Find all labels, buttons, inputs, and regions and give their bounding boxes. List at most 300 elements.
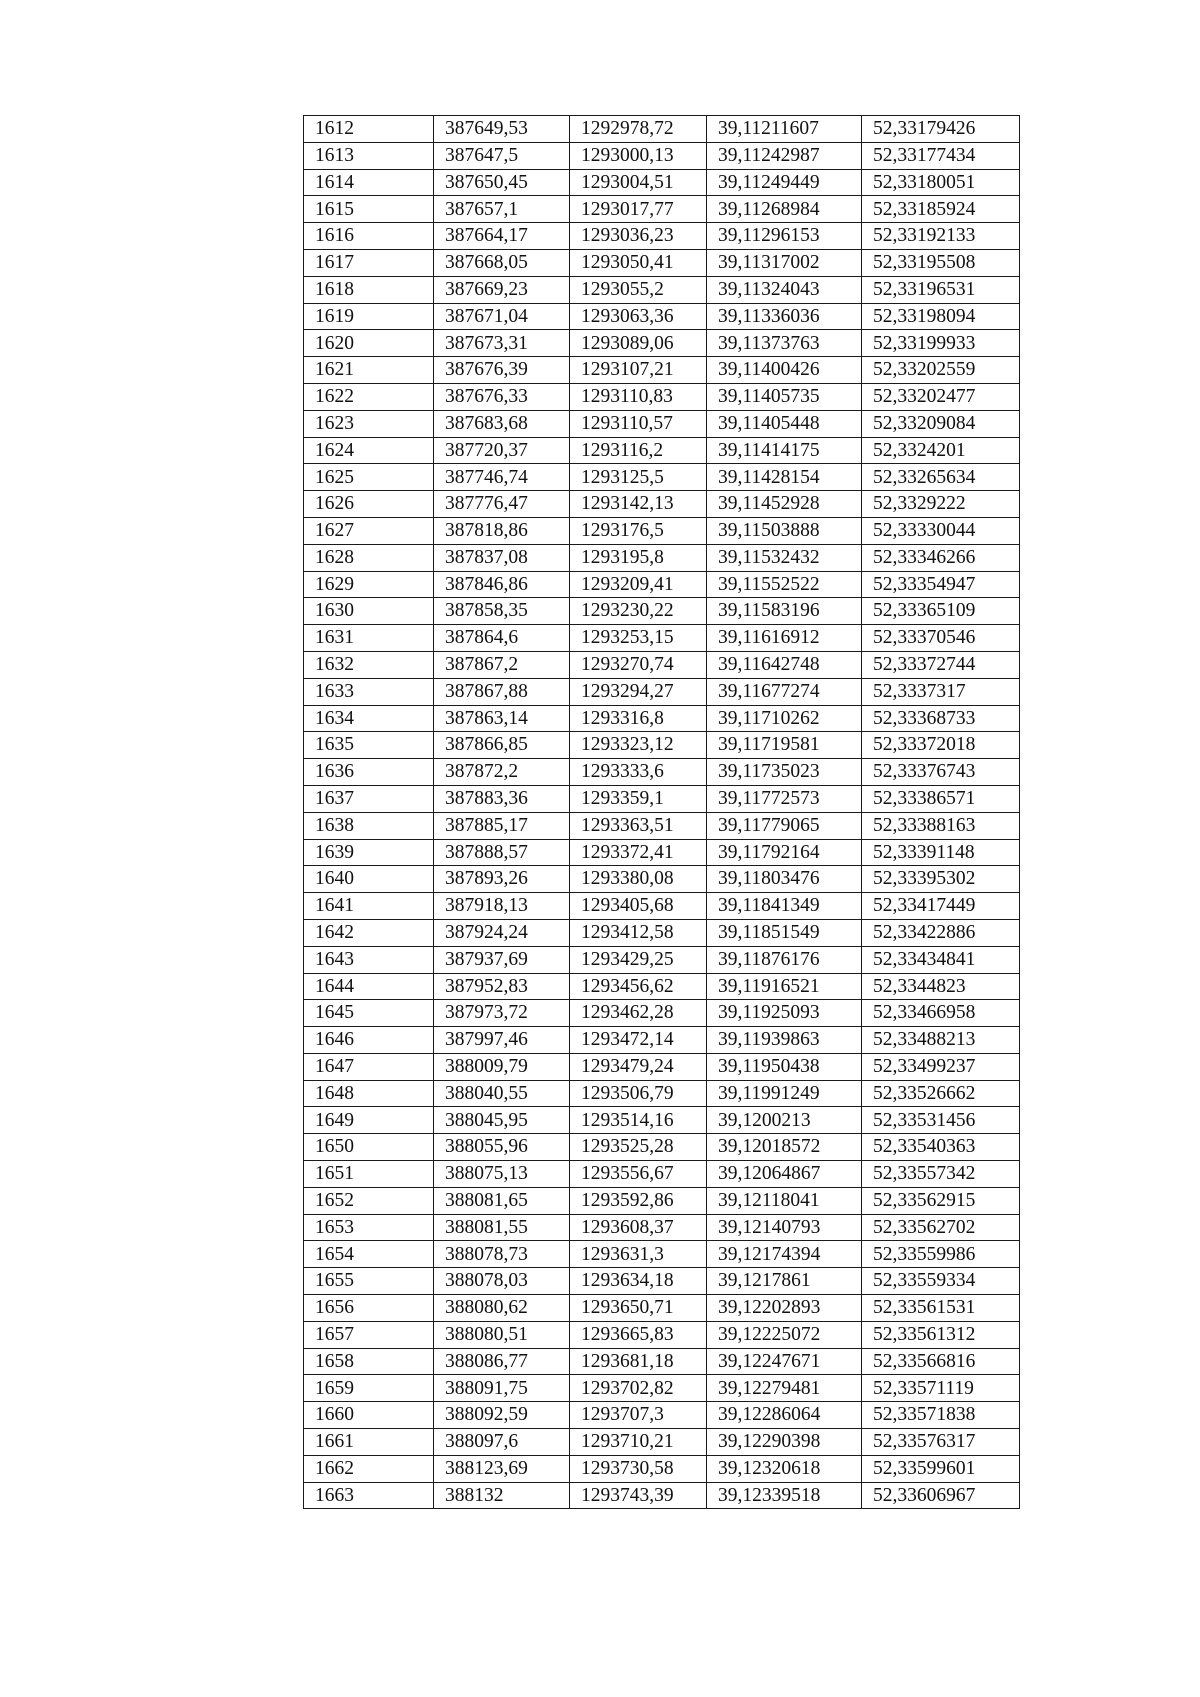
y-coordinate-cell: 1293036,23 (570, 223, 707, 250)
x-coordinate-cell: 388081,55 (434, 1214, 570, 1241)
table-row (304, 1027, 1020, 1054)
x-coordinate-cell: 387649,53 (434, 116, 570, 143)
latitude-cell: 52,33466958 (862, 1000, 1020, 1027)
longitude-cell: 39,12202893 (707, 1295, 862, 1322)
x-coordinate-cell: 388092,59 (434, 1402, 570, 1429)
table-row (304, 357, 1020, 384)
longitude-cell: 39,11400426 (707, 357, 862, 384)
y-coordinate-cell: 1293707,3 (570, 1402, 707, 1429)
latitude-cell: 52,33177434 (862, 142, 1020, 169)
point-number-cell: 1612 (304, 116, 434, 143)
x-coordinate-cell: 387867,2 (434, 651, 570, 678)
x-coordinate-cell: 387837,08 (434, 544, 570, 571)
latitude-cell: 52,33562702 (862, 1214, 1020, 1241)
longitude-cell: 39,11552522 (707, 571, 862, 598)
longitude-cell: 39,11532432 (707, 544, 862, 571)
table-row (304, 625, 1020, 652)
x-coordinate-cell: 388081,65 (434, 1187, 570, 1214)
y-coordinate-cell: 1293506,79 (570, 1080, 707, 1107)
table-row (304, 1429, 1020, 1456)
point-number-cell: 1630 (304, 598, 434, 625)
y-coordinate-cell: 1293316,8 (570, 705, 707, 732)
longitude-cell: 39,11772573 (707, 785, 862, 812)
x-coordinate-cell: 387883,36 (434, 785, 570, 812)
table-row (304, 651, 1020, 678)
y-coordinate-cell: 1293681,18 (570, 1348, 707, 1375)
longitude-cell: 39,11324043 (707, 276, 862, 303)
longitude-cell: 39,11373763 (707, 330, 862, 357)
y-coordinate-cell: 1293702,82 (570, 1375, 707, 1402)
y-coordinate-cell: 1293363,51 (570, 812, 707, 839)
table-row (304, 410, 1020, 437)
x-coordinate-cell: 387669,23 (434, 276, 570, 303)
coordinates-table (303, 115, 1020, 1509)
x-coordinate-cell: 388075,13 (434, 1161, 570, 1188)
x-coordinate-cell: 387720,37 (434, 437, 570, 464)
longitude-cell: 39,12286064 (707, 1402, 862, 1429)
table-row (304, 1455, 1020, 1482)
latitude-cell: 52,3329222 (862, 491, 1020, 518)
point-number-cell: 1663 (304, 1482, 434, 1509)
x-coordinate-cell: 387885,17 (434, 812, 570, 839)
latitude-cell: 52,33372018 (862, 732, 1020, 759)
table-row (304, 678, 1020, 705)
longitude-cell: 39,1217861 (707, 1268, 862, 1295)
longitude-cell: 39,11710262 (707, 705, 862, 732)
longitude-cell: 39,12225072 (707, 1321, 862, 1348)
longitude-cell: 39,11414175 (707, 437, 862, 464)
point-number-cell: 1637 (304, 785, 434, 812)
longitude-cell: 39,11336036 (707, 303, 862, 330)
y-coordinate-cell: 1293004,51 (570, 169, 707, 196)
y-coordinate-cell: 1293142,13 (570, 491, 707, 518)
y-coordinate-cell: 1293608,37 (570, 1214, 707, 1241)
y-coordinate-cell: 1293412,58 (570, 919, 707, 946)
point-number-cell: 1658 (304, 1348, 434, 1375)
table-row (304, 1482, 1020, 1509)
table-row (304, 1107, 1020, 1134)
y-coordinate-cell: 1293634,18 (570, 1268, 707, 1295)
table-row (304, 1214, 1020, 1241)
x-coordinate-cell: 388132 (434, 1482, 570, 1509)
latitude-cell: 52,33195508 (862, 249, 1020, 276)
table-row (304, 464, 1020, 491)
longitude-cell: 39,11428154 (707, 464, 862, 491)
latitude-cell: 52,33391148 (862, 839, 1020, 866)
y-coordinate-cell: 1293333,6 (570, 759, 707, 786)
x-coordinate-cell: 387668,05 (434, 249, 570, 276)
x-coordinate-cell: 388045,95 (434, 1107, 570, 1134)
point-number-cell: 1621 (304, 357, 434, 384)
point-number-cell: 1633 (304, 678, 434, 705)
y-coordinate-cell: 1293472,14 (570, 1027, 707, 1054)
longitude-cell: 39,11735023 (707, 759, 862, 786)
point-number-cell: 1643 (304, 946, 434, 973)
latitude-cell: 52,33346266 (862, 544, 1020, 571)
latitude-cell: 52,33265634 (862, 464, 1020, 491)
latitude-cell: 52,33192133 (862, 223, 1020, 250)
latitude-cell: 52,33395302 (862, 866, 1020, 893)
x-coordinate-cell: 387918,13 (434, 893, 570, 920)
y-coordinate-cell: 1293110,57 (570, 410, 707, 437)
table-row (304, 759, 1020, 786)
longitude-cell: 39,11916521 (707, 973, 862, 1000)
table-row (304, 116, 1020, 143)
latitude-cell: 52,33354947 (862, 571, 1020, 598)
latitude-cell: 52,33488213 (862, 1027, 1020, 1054)
latitude-cell: 52,33531456 (862, 1107, 1020, 1134)
latitude-cell: 52,33202559 (862, 357, 1020, 384)
latitude-cell: 52,33365109 (862, 598, 1020, 625)
point-number-cell: 1632 (304, 651, 434, 678)
table-row (304, 196, 1020, 223)
x-coordinate-cell: 387676,33 (434, 383, 570, 410)
y-coordinate-cell: 1293230,22 (570, 598, 707, 625)
point-number-cell: 1659 (304, 1375, 434, 1402)
point-number-cell: 1624 (304, 437, 434, 464)
latitude-cell: 52,33540363 (862, 1134, 1020, 1161)
table-row (304, 1241, 1020, 1268)
table-row (304, 1295, 1020, 1322)
latitude-cell: 52,33196531 (862, 276, 1020, 303)
y-coordinate-cell: 1293110,83 (570, 383, 707, 410)
longitude-cell: 39,12174394 (707, 1241, 862, 1268)
latitude-cell: 52,33576317 (862, 1429, 1020, 1456)
point-number-cell: 1640 (304, 866, 434, 893)
point-number-cell: 1646 (304, 1027, 434, 1054)
table-row (304, 276, 1020, 303)
latitude-cell: 52,3337317 (862, 678, 1020, 705)
table-row (304, 1268, 1020, 1295)
y-coordinate-cell: 1293710,21 (570, 1429, 707, 1456)
y-coordinate-cell: 1293050,41 (570, 249, 707, 276)
longitude-cell: 39,12140793 (707, 1214, 862, 1241)
x-coordinate-cell: 388078,73 (434, 1241, 570, 1268)
y-coordinate-cell: 1293000,13 (570, 142, 707, 169)
latitude-cell: 52,33422886 (862, 919, 1020, 946)
x-coordinate-cell: 387671,04 (434, 303, 570, 330)
table-row (304, 491, 1020, 518)
latitude-cell: 52,33209084 (862, 410, 1020, 437)
point-number-cell: 1638 (304, 812, 434, 839)
coordinates-table-body (304, 116, 1020, 1509)
x-coordinate-cell: 388080,62 (434, 1295, 570, 1322)
longitude-cell: 39,11616912 (707, 625, 862, 652)
table-row (304, 1000, 1020, 1027)
y-coordinate-cell: 1293730,58 (570, 1455, 707, 1482)
longitude-cell: 39,11779065 (707, 812, 862, 839)
longitude-cell: 39,11405735 (707, 383, 862, 410)
table-row (304, 142, 1020, 169)
x-coordinate-cell: 387818,86 (434, 517, 570, 544)
longitude-cell: 39,11317002 (707, 249, 862, 276)
latitude-cell: 52,3344823 (862, 973, 1020, 1000)
longitude-cell: 39,11452928 (707, 491, 862, 518)
y-coordinate-cell: 1293017,77 (570, 196, 707, 223)
table-row (304, 383, 1020, 410)
y-coordinate-cell: 1293107,21 (570, 357, 707, 384)
longitude-cell: 39,11876176 (707, 946, 862, 973)
point-number-cell: 1634 (304, 705, 434, 732)
x-coordinate-cell: 387664,17 (434, 223, 570, 250)
y-coordinate-cell: 1293743,39 (570, 1482, 707, 1509)
latitude-cell: 52,33417449 (862, 893, 1020, 920)
table-row (304, 1348, 1020, 1375)
latitude-cell: 52,33180051 (862, 169, 1020, 196)
latitude-cell: 52,33198094 (862, 303, 1020, 330)
point-number-cell: 1648 (304, 1080, 434, 1107)
y-coordinate-cell: 1293125,5 (570, 464, 707, 491)
latitude-cell: 52,33370546 (862, 625, 1020, 652)
y-coordinate-cell: 1293372,41 (570, 839, 707, 866)
x-coordinate-cell: 387650,45 (434, 169, 570, 196)
x-coordinate-cell: 387647,5 (434, 142, 570, 169)
x-coordinate-cell: 387973,72 (434, 1000, 570, 1027)
y-coordinate-cell: 1293176,5 (570, 517, 707, 544)
latitude-cell: 52,33561531 (862, 1295, 1020, 1322)
table-row (304, 1161, 1020, 1188)
y-coordinate-cell: 1293055,2 (570, 276, 707, 303)
y-coordinate-cell: 1293209,41 (570, 571, 707, 598)
point-number-cell: 1661 (304, 1429, 434, 1456)
latitude-cell: 52,33606967 (862, 1482, 1020, 1509)
latitude-cell: 52,33557342 (862, 1161, 1020, 1188)
point-number-cell: 1615 (304, 196, 434, 223)
y-coordinate-cell: 1293631,3 (570, 1241, 707, 1268)
point-number-cell: 1628 (304, 544, 434, 571)
point-number-cell: 1620 (304, 330, 434, 357)
y-coordinate-cell: 1293429,25 (570, 946, 707, 973)
x-coordinate-cell: 387937,69 (434, 946, 570, 973)
longitude-cell: 39,11851549 (707, 919, 862, 946)
longitude-cell: 39,12247671 (707, 1348, 862, 1375)
longitude-cell: 39,1200213 (707, 1107, 862, 1134)
latitude-cell: 52,33202477 (862, 383, 1020, 410)
x-coordinate-cell: 387867,88 (434, 678, 570, 705)
point-number-cell: 1635 (304, 732, 434, 759)
latitude-cell: 52,33561312 (862, 1321, 1020, 1348)
table-row (304, 839, 1020, 866)
point-number-cell: 1626 (304, 491, 434, 518)
table-row (304, 919, 1020, 946)
y-coordinate-cell: 1292978,72 (570, 116, 707, 143)
longitude-cell: 39,11642748 (707, 651, 862, 678)
table-row (304, 169, 1020, 196)
y-coordinate-cell: 1293359,1 (570, 785, 707, 812)
table-row (304, 330, 1020, 357)
x-coordinate-cell: 388097,6 (434, 1429, 570, 1456)
point-number-cell: 1614 (304, 169, 434, 196)
point-number-cell: 1642 (304, 919, 434, 946)
table-row (304, 785, 1020, 812)
point-number-cell: 1636 (304, 759, 434, 786)
y-coordinate-cell: 1293294,27 (570, 678, 707, 705)
x-coordinate-cell: 388078,03 (434, 1268, 570, 1295)
table-row (304, 571, 1020, 598)
x-coordinate-cell: 387863,14 (434, 705, 570, 732)
table-row (304, 893, 1020, 920)
longitude-cell: 39,11925093 (707, 1000, 862, 1027)
longitude-cell: 39,11583196 (707, 598, 862, 625)
table-row (304, 1321, 1020, 1348)
table-row (304, 732, 1020, 759)
longitude-cell: 39,11242987 (707, 142, 862, 169)
latitude-cell: 52,33179426 (862, 116, 1020, 143)
longitude-cell: 39,12339518 (707, 1482, 862, 1509)
x-coordinate-cell: 388055,96 (434, 1134, 570, 1161)
point-number-cell: 1618 (304, 276, 434, 303)
y-coordinate-cell: 1293592,86 (570, 1187, 707, 1214)
point-number-cell: 1627 (304, 517, 434, 544)
point-number-cell: 1631 (304, 625, 434, 652)
longitude-cell: 39,11249449 (707, 169, 862, 196)
x-coordinate-cell: 388040,55 (434, 1080, 570, 1107)
point-number-cell: 1616 (304, 223, 434, 250)
x-coordinate-cell: 387888,57 (434, 839, 570, 866)
point-number-cell: 1649 (304, 1107, 434, 1134)
table-row (304, 1053, 1020, 1080)
longitude-cell: 39,11719581 (707, 732, 862, 759)
x-coordinate-cell: 387746,74 (434, 464, 570, 491)
latitude-cell: 52,33386571 (862, 785, 1020, 812)
table-row (304, 249, 1020, 276)
point-number-cell: 1613 (304, 142, 434, 169)
y-coordinate-cell: 1293063,36 (570, 303, 707, 330)
point-number-cell: 1660 (304, 1402, 434, 1429)
table-row (304, 973, 1020, 1000)
longitude-cell: 39,11503888 (707, 517, 862, 544)
longitude-cell: 39,11991249 (707, 1080, 862, 1107)
y-coordinate-cell: 1293405,68 (570, 893, 707, 920)
longitude-cell: 39,11296153 (707, 223, 862, 250)
latitude-cell: 52,33499237 (862, 1053, 1020, 1080)
latitude-cell: 52,33526662 (862, 1080, 1020, 1107)
point-number-cell: 1647 (304, 1053, 434, 1080)
y-coordinate-cell: 1293456,62 (570, 973, 707, 1000)
x-coordinate-cell: 387846,86 (434, 571, 570, 598)
point-number-cell: 1662 (304, 1455, 434, 1482)
y-coordinate-cell: 1293525,28 (570, 1134, 707, 1161)
y-coordinate-cell: 1293253,15 (570, 625, 707, 652)
x-coordinate-cell: 388080,51 (434, 1321, 570, 1348)
longitude-cell: 39,11268984 (707, 196, 862, 223)
table-row (304, 812, 1020, 839)
latitude-cell: 52,33388163 (862, 812, 1020, 839)
longitude-cell: 39,12118041 (707, 1187, 862, 1214)
y-coordinate-cell: 1293116,2 (570, 437, 707, 464)
longitude-cell: 39,11677274 (707, 678, 862, 705)
y-coordinate-cell: 1293479,24 (570, 1053, 707, 1080)
longitude-cell: 39,11211607 (707, 116, 862, 143)
latitude-cell: 52,33559334 (862, 1268, 1020, 1295)
point-number-cell: 1657 (304, 1321, 434, 1348)
latitude-cell: 52,33330044 (862, 517, 1020, 544)
x-coordinate-cell: 387776,47 (434, 491, 570, 518)
point-number-cell: 1655 (304, 1268, 434, 1295)
x-coordinate-cell: 387673,31 (434, 330, 570, 357)
y-coordinate-cell: 1293650,71 (570, 1295, 707, 1322)
point-number-cell: 1639 (304, 839, 434, 866)
latitude-cell: 52,3324201 (862, 437, 1020, 464)
point-number-cell: 1645 (304, 1000, 434, 1027)
longitude-cell: 39,11792164 (707, 839, 862, 866)
table-row (304, 223, 1020, 250)
x-coordinate-cell: 387893,26 (434, 866, 570, 893)
longitude-cell: 39,12279481 (707, 1375, 862, 1402)
y-coordinate-cell: 1293665,83 (570, 1321, 707, 1348)
longitude-cell: 39,11405448 (707, 410, 862, 437)
x-coordinate-cell: 388091,75 (434, 1375, 570, 1402)
latitude-cell: 52,33199933 (862, 330, 1020, 357)
latitude-cell: 52,33559986 (862, 1241, 1020, 1268)
table-row (304, 437, 1020, 464)
y-coordinate-cell: 1293323,12 (570, 732, 707, 759)
y-coordinate-cell: 1293380,08 (570, 866, 707, 893)
table-row (304, 598, 1020, 625)
latitude-cell: 52,33599601 (862, 1455, 1020, 1482)
latitude-cell: 52,33376743 (862, 759, 1020, 786)
latitude-cell: 52,33566816 (862, 1348, 1020, 1375)
x-coordinate-cell: 387683,68 (434, 410, 570, 437)
longitude-cell: 39,11939863 (707, 1027, 862, 1054)
point-number-cell: 1652 (304, 1187, 434, 1214)
x-coordinate-cell: 388009,79 (434, 1053, 570, 1080)
table-row (304, 544, 1020, 571)
longitude-cell: 39,12320618 (707, 1455, 862, 1482)
latitude-cell: 52,33185924 (862, 196, 1020, 223)
latitude-cell: 52,33368733 (862, 705, 1020, 732)
y-coordinate-cell: 1293462,28 (570, 1000, 707, 1027)
x-coordinate-cell: 387676,39 (434, 357, 570, 384)
point-number-cell: 1651 (304, 1161, 434, 1188)
y-coordinate-cell: 1293514,16 (570, 1107, 707, 1134)
point-number-cell: 1623 (304, 410, 434, 437)
table-row (304, 705, 1020, 732)
table-row (304, 1134, 1020, 1161)
longitude-cell: 39,11841349 (707, 893, 862, 920)
table-row (304, 866, 1020, 893)
point-number-cell: 1653 (304, 1214, 434, 1241)
latitude-cell: 52,33571838 (862, 1402, 1020, 1429)
longitude-cell: 39,12290398 (707, 1429, 862, 1456)
y-coordinate-cell: 1293195,8 (570, 544, 707, 571)
table-row (304, 1402, 1020, 1429)
point-number-cell: 1644 (304, 973, 434, 1000)
table-row (304, 1187, 1020, 1214)
x-coordinate-cell: 387924,24 (434, 919, 570, 946)
point-number-cell: 1619 (304, 303, 434, 330)
y-coordinate-cell: 1293089,06 (570, 330, 707, 357)
x-coordinate-cell: 387858,35 (434, 598, 570, 625)
x-coordinate-cell: 387866,85 (434, 732, 570, 759)
longitude-cell: 39,11803476 (707, 866, 862, 893)
point-number-cell: 1641 (304, 893, 434, 920)
x-coordinate-cell: 387657,1 (434, 196, 570, 223)
point-number-cell: 1629 (304, 571, 434, 598)
point-number-cell: 1654 (304, 1241, 434, 1268)
table-row (304, 303, 1020, 330)
longitude-cell: 39,12018572 (707, 1134, 862, 1161)
point-number-cell: 1625 (304, 464, 434, 491)
point-number-cell: 1650 (304, 1134, 434, 1161)
y-coordinate-cell: 1293556,67 (570, 1161, 707, 1188)
table-row (304, 517, 1020, 544)
point-number-cell: 1617 (304, 249, 434, 276)
x-coordinate-cell: 387952,83 (434, 973, 570, 1000)
point-number-cell: 1656 (304, 1295, 434, 1322)
point-number-cell: 1622 (304, 383, 434, 410)
table-row (304, 1080, 1020, 1107)
